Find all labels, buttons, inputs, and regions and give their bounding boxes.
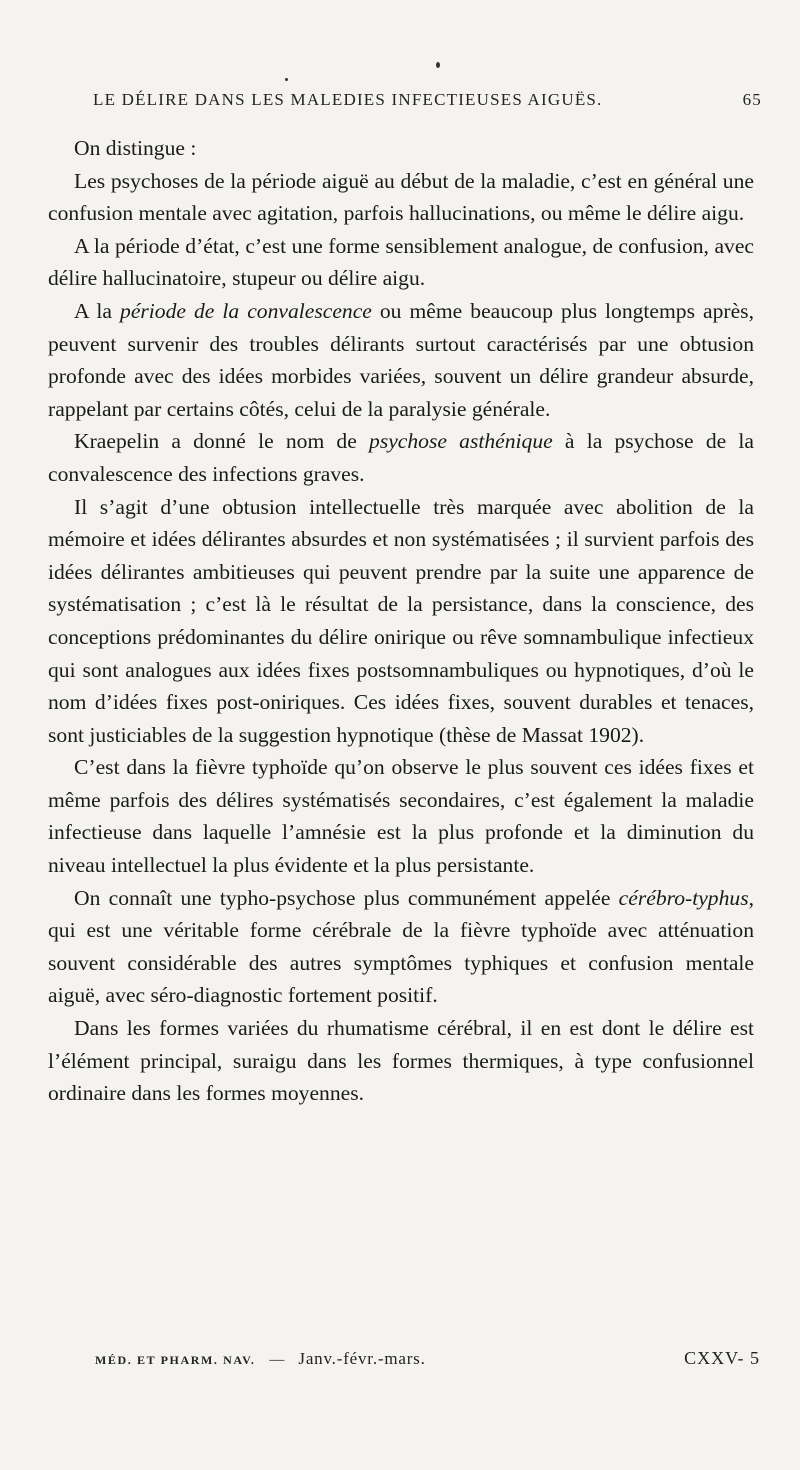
footer-journal: MÉD. ET PHARM. NAV. bbox=[95, 1353, 256, 1367]
paragraph-4-italic: période de la convalescence bbox=[120, 298, 372, 323]
paragraph-2: Les psychoses de la période aiguë au début de la maladie, c’est en général une confusion mentale avec agitation, parfois hallucinations, ou même le délire aigu. bbox=[48, 168, 754, 226]
running-head bbox=[93, 90, 762, 110]
paragraph-5-start: Kraepelin a donné le nom de bbox=[74, 429, 370, 454]
paragraph-4-start: A la bbox=[74, 298, 121, 323]
paragraph-4 bbox=[48, 295, 754, 425]
paragraph-6: Il s’agit d’une obtusion intellectuelle très marquée avec abolition de la mémoire et idées délirantes absurdes et non systématisées ; il survient parfois des idées délirantes ambitieuses qui peuvent prendre par la suite une apparence de systématisation ; c’est là le résultat de la persistance, dans la conscience, des conceptions prédominantes du délire onirique ou rêve somnambulique infectieux qui sont analogues aux idées fixes postsomnambuliques ou hypnotiques, d’où le nom d’idées fixes post-oniriques. Ces idées fixes, souvent durables et tenaces, sont justiciables de la suggestion hypnotique (thèse de Massat 1902). bbox=[48, 494, 754, 747]
paragraph-1: On distingue : bbox=[74, 136, 197, 160]
paragraph-3: A la période d’état, c’est une forme sensiblement analogue, de confusion, avec délire hallucinatoire, stupeur ou délire aigu. bbox=[48, 233, 754, 291]
paragraph-5 bbox=[48, 425, 754, 490]
footer-dash: — bbox=[269, 1352, 285, 1368]
paragraph-8-end: , qui est une véritable forme cérébrale de la fièvre typhoïde avec atténuation souvent considérable des autres symptômes typhiques et confusion mentale aiguë, avec séro-diagnostic fortement positif. bbox=[48, 885, 754, 1008]
paragraph-8 bbox=[48, 882, 754, 1012]
paragraph-7: C’est dans la fièvre typhoïde qu’on observe le plus souvent ces idées fixes et même parfois des délires systématisés secondaires, c’est également la maladie infectieuse dans laquelle l’amnésie est la plus profonde et la diminution du niveau intellectuel la plus évidente et la plus persistante. bbox=[48, 755, 754, 878]
ink-speck bbox=[436, 62, 440, 68]
footer-date: Janv.-févr.-mars. bbox=[298, 1349, 426, 1368]
paragraph-9: Dans les formes variées du rhumatisme cérébral, il en est dont le délire est l’élément principal, suraigu dans les formes thermiques, à type confusionnel ordinaire dans les formes moyennes. bbox=[48, 1016, 754, 1106]
page-number: 65 bbox=[742, 90, 762, 109]
paragraph-4-end: ou même beaucoup plus longtemps après, peuvent survenir des troubles délirants surtout caractérisés par une obtusion profonde avec des idées morbides variées, souvent un délire grandeur absurde, rappelant par certains côtés, celui de la paralysie générale. bbox=[48, 298, 754, 421]
paragraph-5-italic: psychose asthénique bbox=[369, 429, 553, 454]
paragraph-5-end: à la psychose de la convalescence des infections graves. bbox=[48, 429, 754, 486]
footer-signature: CXXV- 5 bbox=[684, 1348, 760, 1368]
page-footer bbox=[95, 1348, 760, 1369]
body-text bbox=[48, 132, 754, 1110]
ink-speck bbox=[285, 78, 288, 81]
running-head-title: LE DÉLIRE DANS LES MALEDIES INFECTIEUSES AIGUËS. bbox=[93, 90, 603, 109]
paragraph-8-italic: cérébro-typhus bbox=[618, 885, 749, 910]
paragraph-8-start: On connaît une typho-psychose plus communément appelée bbox=[74, 885, 619, 910]
